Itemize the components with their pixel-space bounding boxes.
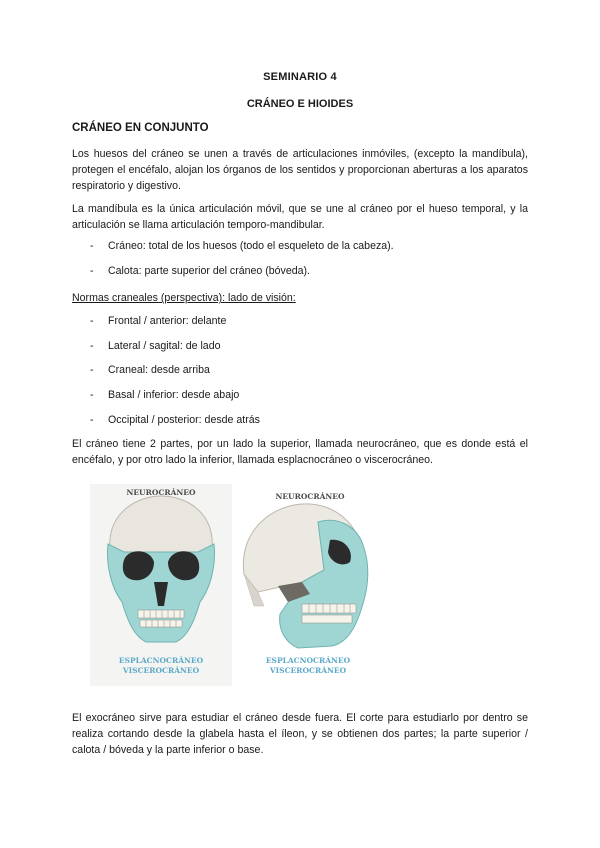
bullet-item: [90, 387, 239, 403]
norms-heading: Normas craneales (perspectiva): lado de visión:: [72, 292, 296, 304]
paragraph-intro: Los huesos del cráneo se unen a través de articulaciones inmóviles, (excepto la mandíbula), protegen el encéfalo, alojan los órganos de los sentidos y proporcionan aberturas a los aparatos respiratorio y digestivo.: [72, 148, 528, 192]
bullet-item: [90, 412, 260, 428]
document-subtitle: CRÁNEO E HIOIDES: [246, 98, 354, 110]
skull-figure: [88, 482, 390, 688]
lower-teeth: [140, 620, 182, 627]
left-splanchnocranium-label: ESPLACNOCRÁNEO: [118, 656, 204, 665]
paragraph-mandible: La mandíbula es la única articulación móvil, que se une al cráneo por el hueso temporal, y la articulación se llama articulación temporo-mandibular.: [72, 203, 528, 231]
upper-teeth: [138, 610, 184, 618]
bullet-dash: -: [90, 340, 94, 352]
paragraph-exocranium: El exocráneo sirve para estudiar el cráneo desde fuera. El corte para estudiarlo por dentro se realiza cortando desde la glabela hasta el íleon, y se obtienen dos partes; la parte superior / calota / bóveda y la parte inferior o base.: [72, 712, 528, 756]
bullet-dash: -: [90, 389, 94, 401]
right-splanchnocranium-label: ESPLACNOCRÁNEO: [265, 656, 351, 665]
bullet-item: [90, 362, 210, 378]
bullet-text: Craneal: desde arriba: [108, 364, 210, 376]
bullet-text: Lateral / sagital: de lado: [108, 340, 221, 352]
lateral-lower-teeth: [302, 615, 352, 623]
bullet-text: Cráneo: total de los huesos (todo el esqueleto de la cabeza).: [108, 240, 394, 252]
bullet-dash: -: [90, 364, 94, 376]
bullet-dash: -: [90, 265, 94, 277]
seminar-title: SEMINARIO 4: [263, 71, 337, 83]
section-heading: CRÁNEO EN CONJUNTO: [72, 122, 209, 134]
bullet-text: Basal / inferior: desde abajo: [108, 389, 240, 401]
right-viscerocranium-label: VISCEROCRÁNEO: [269, 666, 347, 675]
bullet-item: [90, 338, 221, 354]
lateral-upper-teeth: [302, 604, 356, 613]
left-viscerocranium-label: VISCEROCRÁNEO: [122, 666, 200, 675]
bullet-text: Calota: parte superior del cráneo (bóveda).: [108, 265, 310, 277]
bullet-text: Frontal / anterior: delante: [108, 315, 227, 327]
bullet-item: [90, 263, 310, 279]
bullet-text: Occipital / posterior: desde atrás: [108, 414, 260, 426]
bullet-item: [90, 238, 394, 254]
bullet-dash: -: [90, 315, 94, 327]
right-neurocranium-label: NEUROCRÁNEO: [275, 492, 345, 501]
bullet-dash: -: [90, 240, 94, 252]
paragraph-parts: El cráneo tiene 2 partes, por un lado la superior, llamada neurocráneo, que es donde está el encéfalo, y por otro lado la inferior, llamada esplacnocráneo o viscerocráneo.: [72, 438, 528, 466]
bullet-dash: -: [90, 414, 94, 426]
left-neurocranium-label: NEUROCRÁNEO: [126, 488, 196, 497]
bullet-item: [90, 313, 226, 329]
